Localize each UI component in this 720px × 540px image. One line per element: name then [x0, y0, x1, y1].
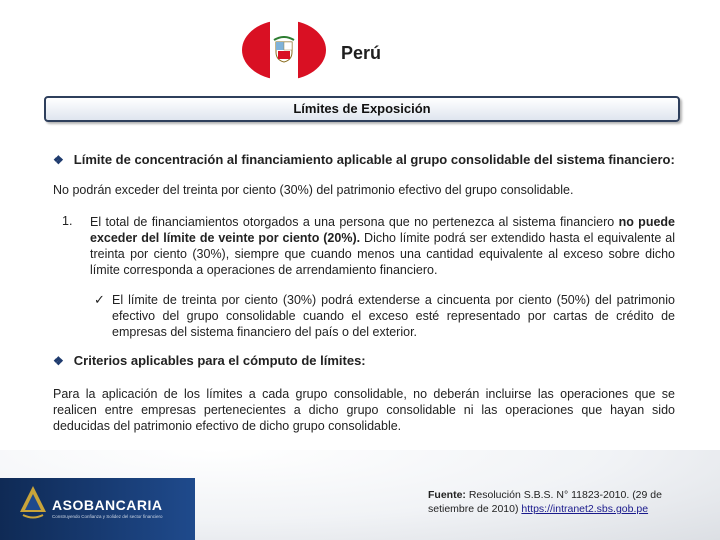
peru-flag-icon [242, 20, 326, 80]
diamond-bullet-icon: ❖ [53, 354, 64, 368]
list-number: 1. [62, 214, 73, 228]
source-text: Resolución S.B.S. N° 11823-2010. (29 de setiembre de 2010) [428, 489, 662, 515]
list-item-text-bold: no puede exceder del límite de veinte por ciento (20%). [90, 215, 675, 245]
asobancaria-logo-icon [20, 486, 46, 520]
list-item-text [90, 214, 675, 278]
list-item-text-b: Dicho límite podrá ser extendido hasta el equivalente al treinta por ciento (30%), siempre que cuando menos una cantidad equivalente al exceso sobre dicho límite corresponda a operaciones de arrendamiento financiero. [90, 231, 675, 277]
section-heading-text: Criterios aplicables para el cómputo de límites: [73, 353, 366, 368]
list-item-text-a: El total de financiamientos otorgados a una persona que no pertenezca al sistema financiero [90, 215, 619, 229]
country-title: Perú [341, 43, 382, 63]
checkmark-icon: ✓ [94, 292, 105, 307]
source-link[interactable]: https://intranet2.sbs.gob.pe [521, 503, 649, 515]
source-note [428, 488, 692, 516]
logo-tagline: Construyendo Confianza y Solidez del sector financiero [52, 514, 163, 519]
logo-name: ASOBANCARIA [52, 497, 163, 513]
section-heading-criteria [53, 353, 366, 368]
sub-item-text: El límite de treinta por ciento (30%) podrá extenderse a cincuenta por ciento (50%) del patrimonio efectivo del grupo consolidable cuando el exceso esté representado por cartas de crédito de empresas del sistema financiero del país o del exterior. [112, 293, 675, 339]
intro-paragraph: No podrán exceder del treinta por ciento (30%) del patrimonio efectivo del grupo consolidable. [53, 183, 574, 197]
section-heading-text: Límite de concentración al financiamiento aplicable al grupo consolidable del sistema financiero: [73, 152, 675, 167]
source-label: Fuente: [428, 489, 466, 501]
criteria-paragraph: Para la aplicación de los límites a cada grupo consolidable, no deberán incluirse las operaciones que se realicen entre empresas pertenecientes a dicho grupo consolidable ni las operaciones que hayan sido deducidas del patrimonio efectivo de dicho grupo consolidable. [53, 387, 675, 433]
section-banner: Límites de Exposición [44, 96, 680, 122]
coat-of-arms-icon [272, 36, 296, 64]
diamond-bullet-icon: ❖ [53, 153, 64, 167]
section-heading-concentration [53, 152, 675, 167]
